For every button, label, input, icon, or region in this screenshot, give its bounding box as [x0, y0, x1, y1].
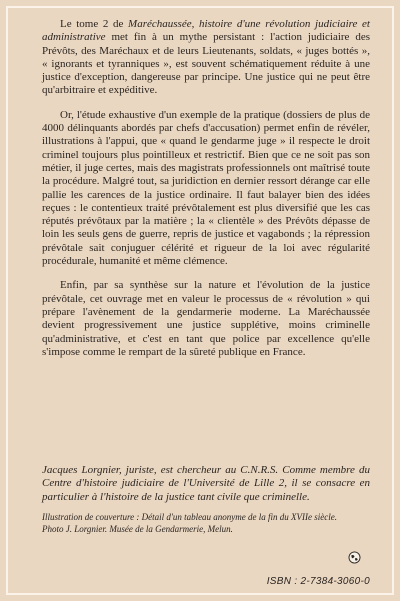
illustration-credit: [42, 512, 370, 535]
author-note: Jacques Lorgnier, juriste, est chercheur au C.N.R.S. Comme membre du Centre d'histoire judiciaire de l'Université de Lille 2, il se consacre en particulier à l'histoire de la justice tant civile que criminelle.: [42, 464, 370, 503]
isbn: ISBN : 2-7384-3060-0: [266, 576, 370, 587]
blurb-paragraph-1: Le tome 2 de Maréchaussée, histoire d'une révolution judiciaire et administrative met fin à un mythe persistant : l'action judiciaire des Prévôts, des Maréchaux et de leurs Lieutenants, soldats, « juges bottés », « ignorants et tyranniques », est souvent schématiquement réduite à une justice d'exception, dangereuse par principe. Une justice qui ne peut être qu'arbitraire et expéditive.: [42, 18, 370, 97]
globe-icon: [348, 551, 361, 564]
illustration-credit-line-1: Illustration de couverture : Détail d'un tableau anonyme de la fin du XVIIe siècle.: [42, 512, 338, 522]
blurb-paragraph-2: Or, l'étude exhaustive d'un exemple de la pratique (dossiers de plus de 4000 délinquants abordés par chefs d'accusation) permet enfin de révéler, illustrations à l'appui, que « quand le gendarme juge » il respecte le droit criminel toujours plus pointilleux et restrictif. Bien que ce ne soit pas son métier, il juge certes, mais des magistrats professionnels ont maîtrisé toute la procédure. Malgré tout, sa juridiction en dernier ressort dérange car elle pallie les carences de la justice ordinaire. Il faut balayer bien des idées reçues : le contentieux traité prévôtalement est plus diversifié que les cas réputés prévôtaux par la matière ; la « clientèle » des Prévôts dépasse de loin les seuls gens de guerre, repris de justice et vagabonds ; la répression prévôtale sait conjuguer célérité et rigueur de la loi avec régularité procédurale, humanité et même clémence.: [42, 108, 370, 268]
blurb: [42, 18, 370, 370]
blurb-paragraph-3: Enfin, par sa synthèse sur la nature et l'évolution de la justice prévôtale, cet ouvrage met en valeur le processus de « révolution » qui prépare l'avènement de la gendarmerie moderne. La Maréchaussée devient progressivement une justice supplétive, moins criminelle qu'administrative, et c'est en tant que police par excellence qu'elle s'impose comme le rempart de la sûreté publique en France.: [42, 279, 370, 358]
illustration-credit-line-2: Photo J. Lorgnier. Musée de la Gendarmerie, Melun.: [42, 523, 233, 534]
book-title: Maréchaussée, histoire d'une révolution judiciaire et administrative: [42, 18, 370, 44]
